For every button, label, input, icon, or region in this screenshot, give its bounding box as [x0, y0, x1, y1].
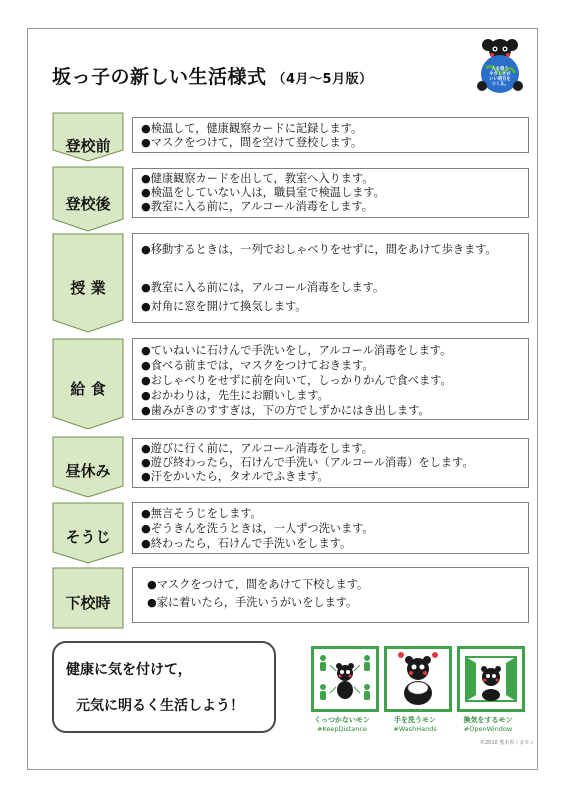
card-caption: 換気をするモン — [463, 716, 513, 724]
page-title — [52, 62, 373, 89]
copyright-credit: ©2010 熊本県くまモン — [480, 740, 535, 746]
list-item: ●遊びに行く前に，アルコール消毒をします。 — [141, 442, 373, 455]
svg-text:つくる。: つくる。 — [491, 82, 509, 87]
list-item: ●マスクをつけて，間をあけて下校します。 — [147, 578, 369, 591]
list-item: ●健康観察カードを出して，教室へ入ります。 — [141, 172, 374, 185]
list-item: ●汗をかいたら，タオルでふきます。 — [141, 470, 329, 483]
section-box — [132, 338, 529, 420]
section-box — [132, 567, 529, 623]
section-label: 登校前 — [65, 137, 111, 155]
section-label: そうじ — [65, 528, 111, 546]
card-hashtag: #OpenWindow — [463, 725, 513, 733]
svg-text:やさしさが: やさしさが — [489, 72, 511, 77]
keep-distance-icon — [314, 649, 376, 709]
section-box — [132, 168, 529, 218]
section-label: 下校時 — [65, 594, 111, 612]
section-box — [132, 117, 529, 153]
list-item: ●対角に窓を開けて換気します。 — [141, 300, 307, 313]
list-item: ●食べる前までは，マスクをつけておきます。 — [141, 359, 374, 372]
section-label: 授 業 — [70, 279, 106, 297]
slogan-line-2: 元気に明るく生活しよう！ — [76, 698, 244, 714]
list-item: ●歯みがきのすすぎは，下の方でしずかにはき出します。 — [141, 404, 430, 417]
card-caption: 手を洗うモン — [394, 716, 436, 724]
list-item: ●遊び終わったら，石けんで手洗い（アルコール消毒）をします。 — [141, 456, 474, 469]
list-item: ●家に着いたら，手洗いうがいをします。 — [147, 596, 358, 609]
list-item: ●移動するときは，一列でおしゃべりをせずに，間をあけて歩きます。 — [141, 243, 497, 256]
open-window-card — [457, 646, 525, 712]
list-item: ●検温して，健康観察カードに記録します。 — [141, 122, 363, 135]
card-caption: くっつかないモン — [314, 716, 370, 724]
slogan-line-1: 健康に気を付けて， — [66, 662, 192, 678]
section-box — [132, 233, 529, 323]
list-item: ●無言そうじをします。 — [141, 507, 262, 520]
keep-distance-card — [311, 646, 379, 712]
card-hashtag: #KeepDistance — [317, 725, 367, 733]
open-window-icon — [460, 649, 522, 709]
slogan-box — [52, 641, 276, 733]
section-label: 昼休み — [65, 462, 111, 480]
list-item: ●終わったら，石けんで手洗いをします。 — [141, 537, 352, 550]
title-text: 坂っ子の新しい生活様式 — [52, 66, 267, 88]
section-label: 給 食 — [70, 380, 106, 398]
section-box — [132, 502, 529, 554]
list-item: ●おかわりは，先生にお願いします。 — [141, 389, 329, 402]
section-label: 登校後 — [65, 195, 111, 213]
svg-text:人を想う: 人を想う — [491, 67, 509, 72]
section-box — [132, 438, 529, 488]
card-hashtag: #WashHands — [393, 725, 437, 733]
list-item: ●ぞうきんを洗うときは，一人ずつ洗います。 — [141, 522, 374, 535]
list-item: ●教室に入る前には，アルコール消毒をします。 — [141, 281, 385, 294]
list-item: ●おしゃべりをせずに前を向いて，しっかりかんで食べます。 — [141, 374, 452, 387]
svg-text:いい明日を: いい明日を — [489, 77, 511, 82]
kumamon-globe-logo — [476, 36, 524, 96]
wash-hands-card — [384, 646, 452, 712]
list-item: ●教室に入る前に，アルコール消毒をします。 — [141, 200, 373, 213]
list-item: ●検温をしていない人は，職員室で検温します。 — [141, 186, 385, 199]
subtitle-text: （4月～5月版） — [272, 72, 373, 87]
wash-hands-icon — [387, 649, 449, 709]
list-item: ●ていねいに石けんで手洗いをし，アルコール消毒をします。 — [141, 344, 452, 357]
list-item: ●マスクをつけて，間を空けて登校します。 — [141, 136, 363, 149]
